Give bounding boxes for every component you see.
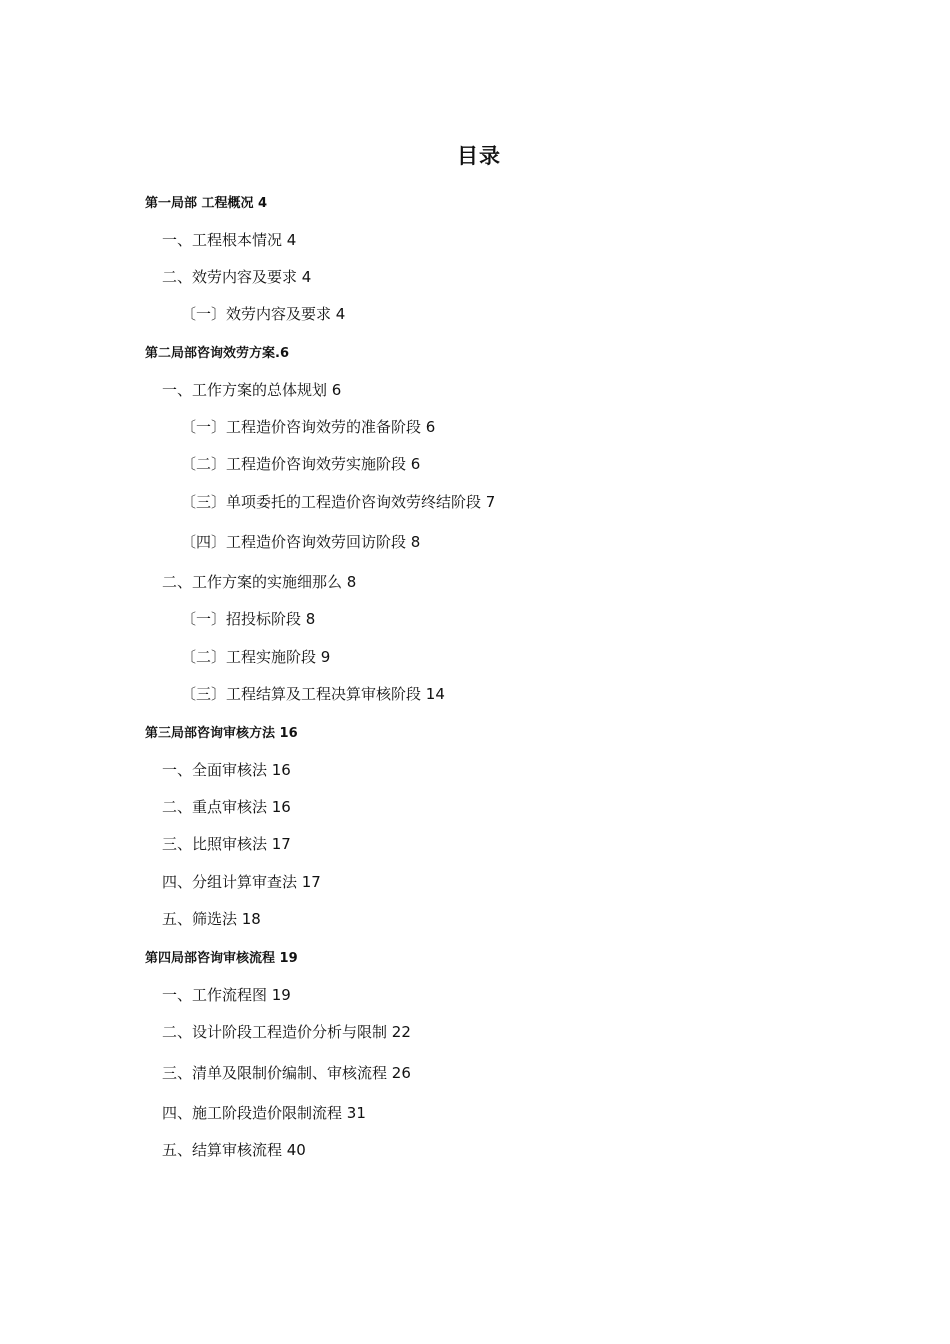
toc-item[interactable]: 五、筛选法 18 [162, 910, 261, 928]
toc-item[interactable]: 二、工作方案的实施细那么 8 [162, 573, 357, 591]
toc-part-4[interactable]: 第四局部咨询审核流程 19 [145, 951, 298, 966]
toc-item[interactable]: 五、结算审核流程 40 [162, 1141, 306, 1159]
toc-item[interactable]: 一、工作方案的总体规划 6 [162, 381, 342, 399]
toc-item[interactable]: 二、效劳内容及要求 4 [162, 268, 312, 286]
toc-item[interactable]: 一、工作流程图 19 [162, 986, 291, 1004]
toc-subitem[interactable]: 〔一〕效劳内容及要求 4 [181, 305, 346, 323]
toc-subitem[interactable]: 〔二〕工程实施阶段 9 [181, 648, 331, 666]
toc-item[interactable]: 四、施工阶段造价限制流程 31 [162, 1104, 366, 1122]
toc-part-2[interactable]: 第二局部咨询效劳方案.6 [145, 346, 289, 361]
toc-item[interactable]: 一、全面审核法 16 [162, 761, 291, 779]
toc-item[interactable]: 三、比照审核法 17 [162, 835, 291, 853]
toc-item[interactable]: 二、重点审核法 16 [162, 798, 291, 816]
toc-subitem[interactable]: 〔三〕单项委托的工程造价咨询效劳终结阶段 7 [181, 493, 496, 511]
toc-item[interactable]: 四、分组计算审查法 17 [162, 873, 321, 891]
toc-subitem[interactable]: 〔四〕工程造价咨询效劳回访阶段 8 [181, 533, 421, 551]
toc-item[interactable]: 二、设计阶段工程造价分析与限制 22 [162, 1023, 411, 1041]
toc-subitem[interactable]: 〔一〕招投标阶段 8 [181, 610, 316, 628]
toc-subitem[interactable]: 〔一〕工程造价咨询效劳的准备阶段 6 [181, 418, 436, 436]
toc-item[interactable]: 三、清单及限制价编制、审核流程 26 [162, 1064, 411, 1082]
toc-part-3[interactable]: 第三局部咨询审核方法 16 [145, 726, 298, 741]
toc-subitem[interactable]: 〔三〕工程结算及工程决算审核阶段 14 [181, 685, 445, 703]
toc-part-1[interactable]: 第一局部 工程概况 4 [145, 196, 268, 211]
page-title: 目录 [457, 144, 501, 168]
toc-subitem[interactable]: 〔二〕工程造价咨询效劳实施阶段 6 [181, 455, 421, 473]
toc-item[interactable]: 一、工程根本情况 4 [162, 231, 297, 249]
